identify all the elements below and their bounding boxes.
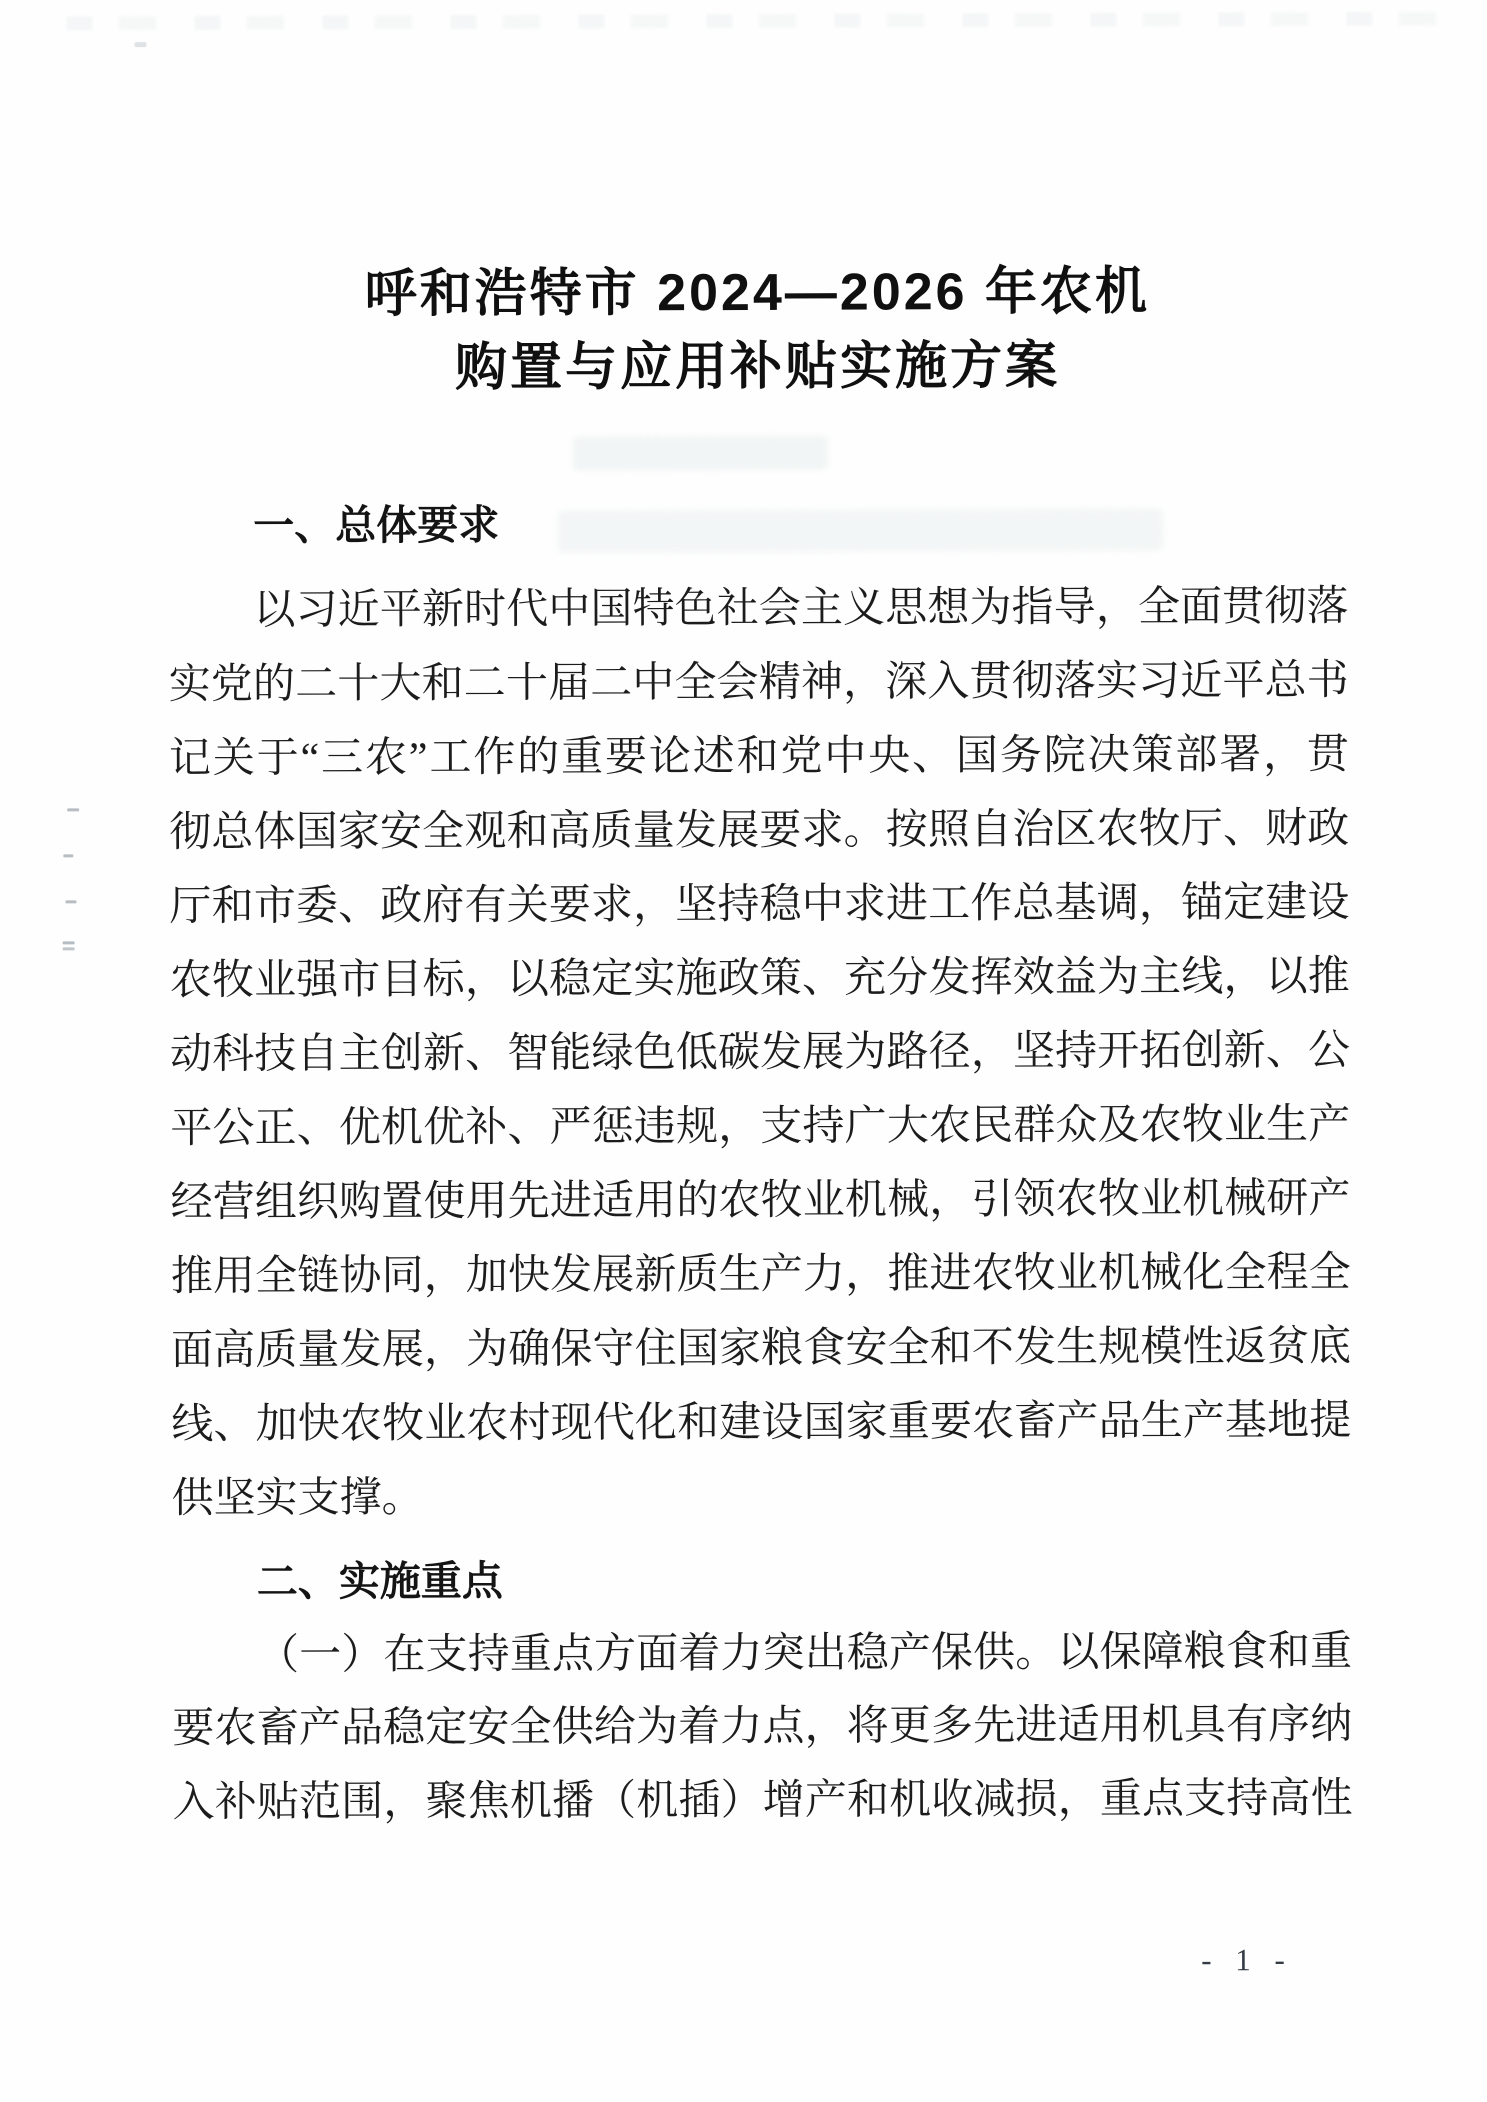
scan-artifact-bleedthrough	[573, 436, 828, 471]
scan-artifact-mark	[134, 42, 146, 47]
body-line: 平公正、优机优补、严惩违规，支持广大农民群众及农牧业生产	[170, 1101, 1351, 1153]
scan-artifact-margin-dash	[65, 900, 76, 903]
body-line: 记关于“三农”工作的重要论述和党中央、国务院决策部署，贯	[168, 731, 1350, 783]
body-line: 动科技自主创新、智能绿色低碳发展为路径，坚持开拓创新、公	[169, 1027, 1351, 1079]
paragraph-lead-emphasis: （一）在支持重点方面着力突出稳产保供。	[257, 1626, 1058, 1679]
body-line: 供坚实支撑。	[171, 1475, 424, 1522]
body-line: 要农畜产品稳定安全供给为着力点，将更多先进适用机具有序纳	[172, 1701, 1353, 1752]
body-line: 经营组织购置使用先进适用的农牧业机械，引领农牧业机械研产	[170, 1175, 1351, 1227]
paragraph-2	[172, 1614, 1353, 1840]
paragraph-1	[168, 570, 1351, 1536]
paragraph-lead-rest: 以保障粮食和重	[1057, 1628, 1353, 1676]
scan-artifact-margin-dash	[63, 941, 75, 944]
body-line: 面高质量发展，为确保守住国家粮食安全和不发生规模性返贫底	[170, 1323, 1352, 1374]
body-line: 以习近平新时代中国特色社会主义思想为指导，全面贯彻落	[253, 583, 1349, 634]
scan-artifact-margin-dash	[67, 808, 79, 811]
section-heading-2: 二、实施重点	[256, 1557, 503, 1605]
scan-artifact-top-edge	[66, 12, 1446, 31]
body-line: 入补贴范围，聚焦机播（机插）增产和机收减损，重点支持高性	[172, 1775, 1353, 1826]
page-number: - 1 -	[1201, 1942, 1293, 1978]
scan-artifact-margin-dash	[63, 854, 73, 857]
body-line: 厅和市委、政府有关要求，坚持稳中求进工作总基调，锚定建设	[169, 879, 1350, 931]
section-heading-1: 一、总体要求	[253, 501, 500, 549]
body-line: 推用全链协同，加快发展新质生产力，推进农牧业机械化全程全	[170, 1249, 1351, 1301]
body-line: 彻总体国家安全观和高质量发展要求。按照自治区农牧厅、财政	[169, 805, 1350, 857]
body-line: 线、加快农牧业农村现代化和建设国家重要农畜产品生产基地提	[171, 1397, 1352, 1448]
document-title-line-2: 购置与应用补贴实施方案	[454, 336, 1061, 398]
document-title-line-1: 呼和浩特市 2024—2026 年农机	[364, 262, 1151, 324]
body-line	[172, 1614, 1352, 1692]
document-title	[167, 254, 1348, 406]
body-line: 农牧业强市目标，以稳定实施政策、充分发挥效益为主线，以推	[169, 953, 1350, 1005]
body-line: 实党的二十大和二十届二中全会精神，深入贯彻落实习近平总书	[168, 657, 1349, 709]
